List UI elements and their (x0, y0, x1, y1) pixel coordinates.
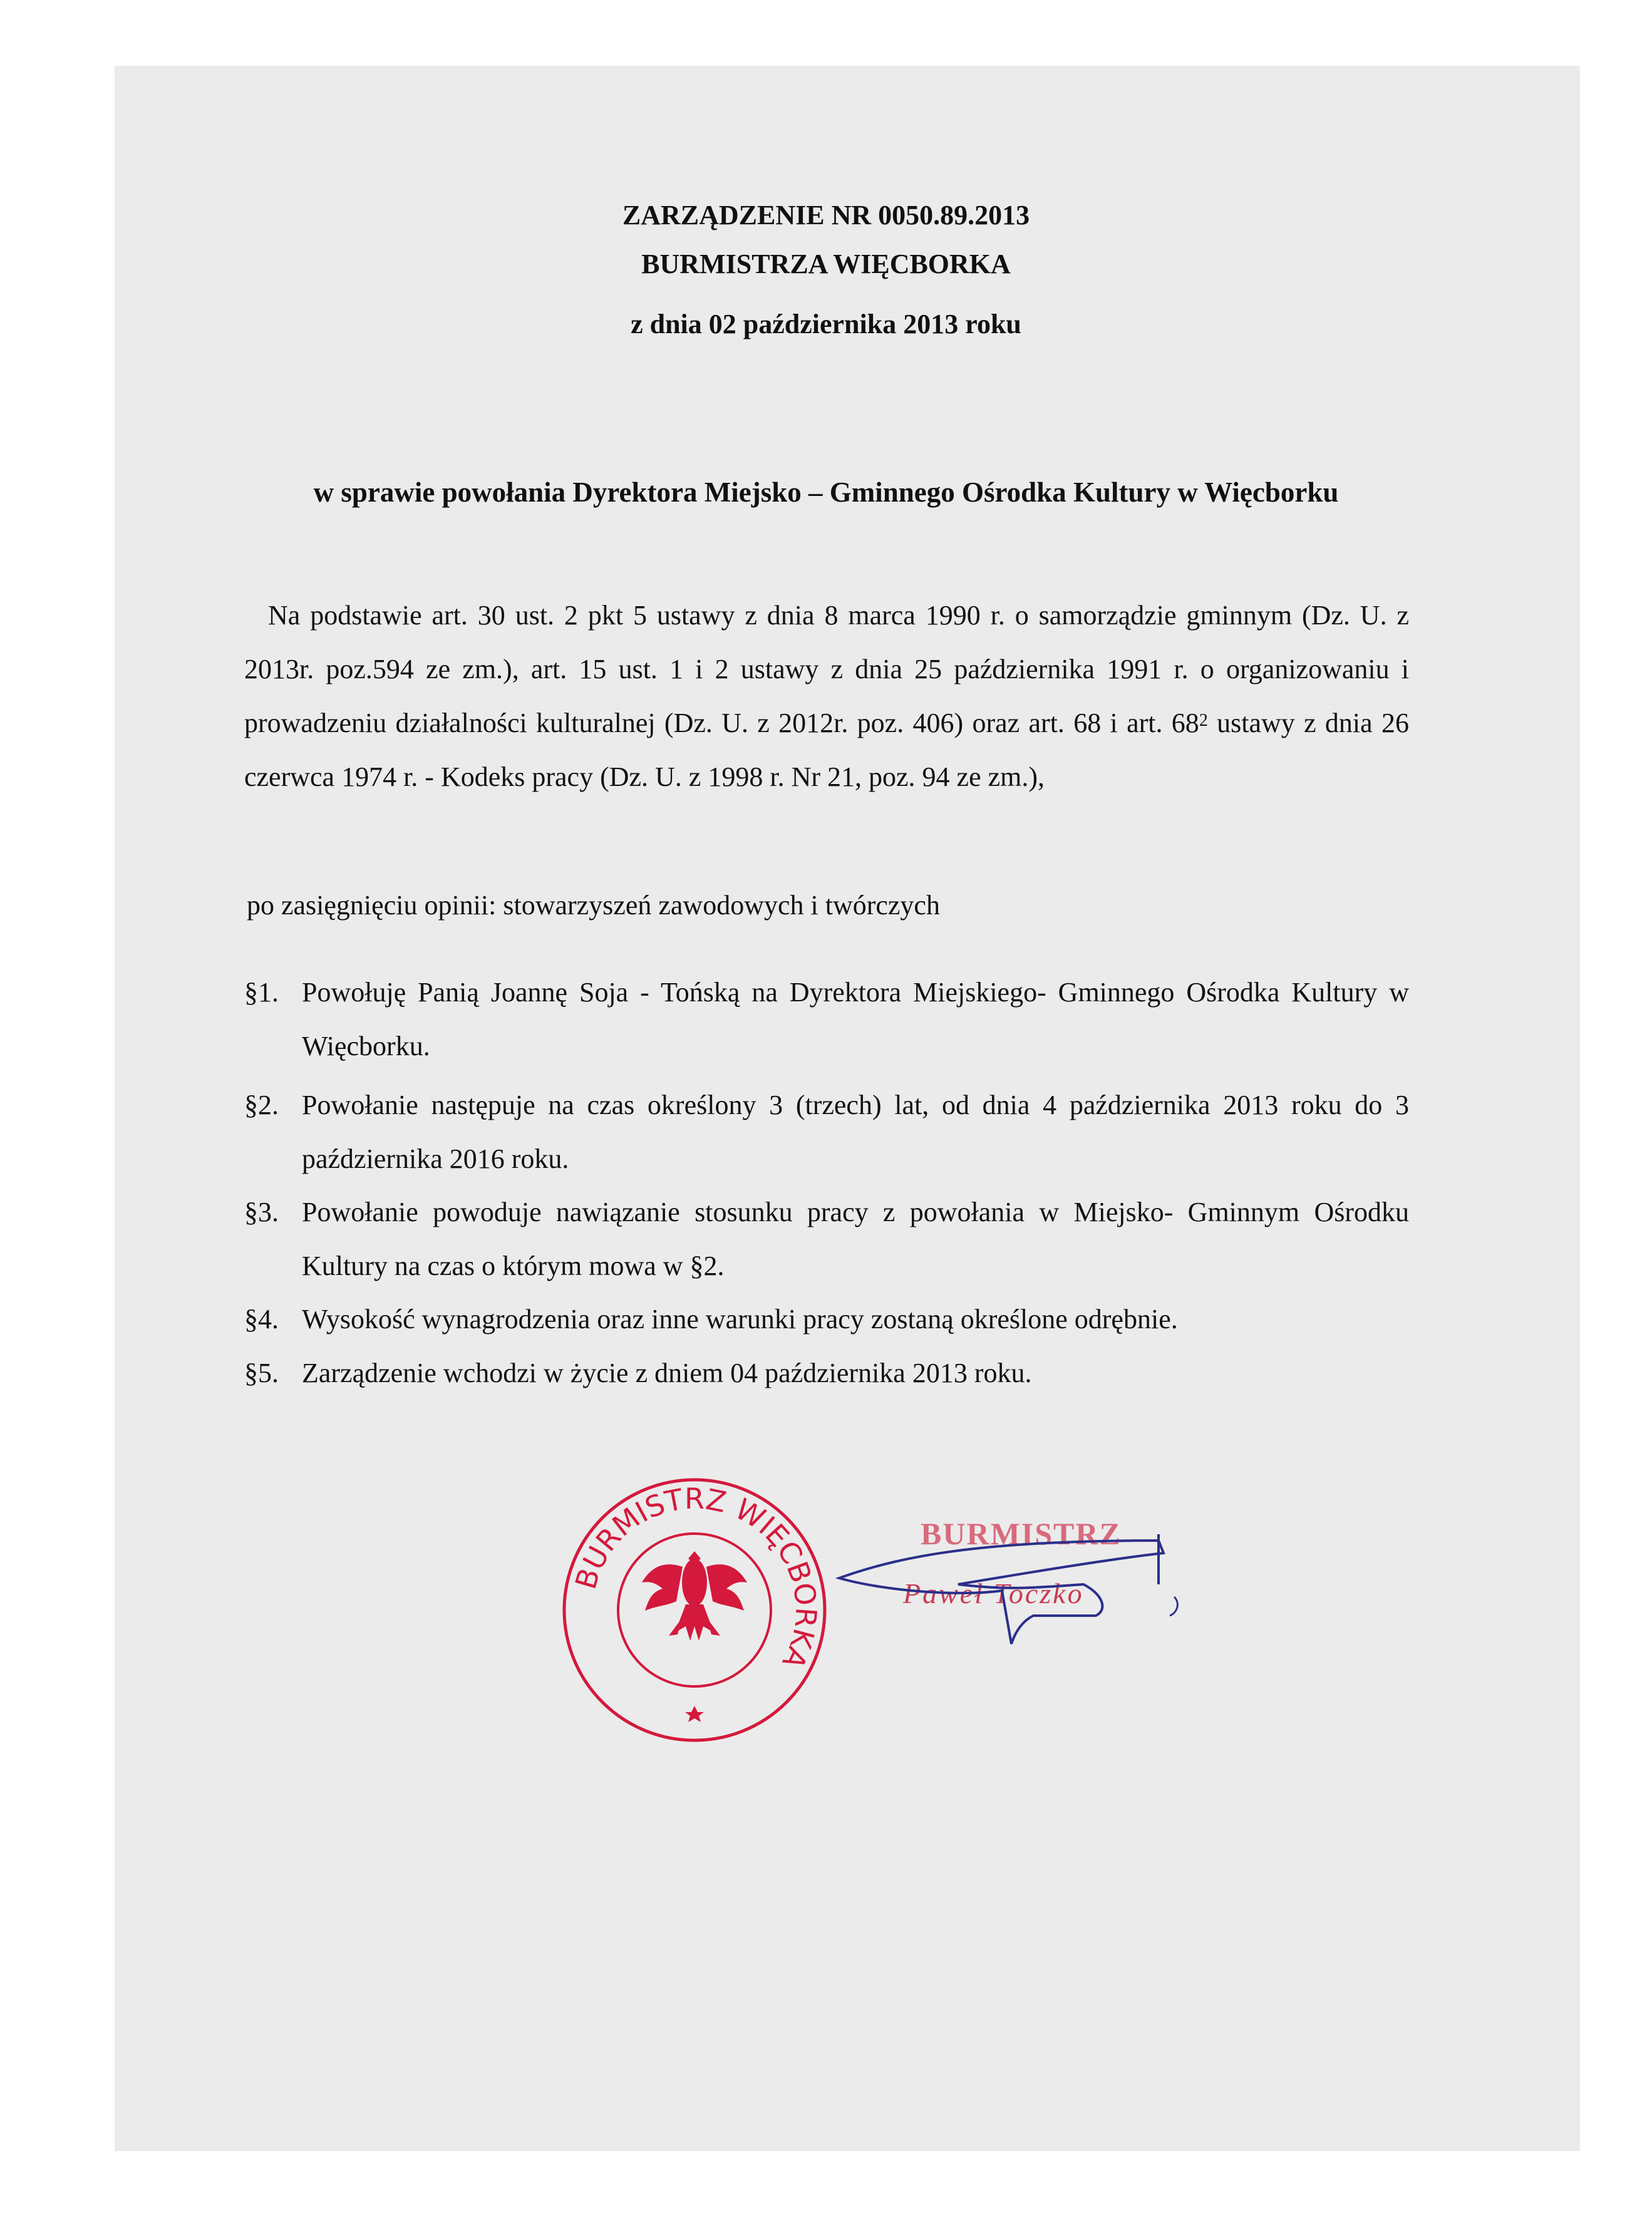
official-seal (557, 1473, 832, 1747)
section-text: Wysokość wynagrodzenia oraz inne warunki pracy zostaną określone odrębnie. (302, 1304, 1178, 1334)
section-2 (244, 1078, 1409, 1186)
section-text: Powołuję Panią Joannę Soja - Tońską na Dyrektora Miejskiego- Gminnego Ośrodka Kultury w Więcborku. (302, 977, 1409, 1061)
section-3 (244, 1185, 1409, 1293)
section-number: §2. (244, 1090, 279, 1120)
document-title: ZARZĄDZENIE NR 0050.89.2013 (622, 200, 1030, 230)
section-text: Powołanie następuje na czas określony 3 (trzech) lat, od dnia 4 października 2013 roku do 3 października 2016 roku. (302, 1090, 1409, 1174)
handwritten-signature (833, 1515, 1184, 1653)
section-4 (244, 1293, 1409, 1346)
signature-name-stamp: Paweł Toczko (903, 1577, 1084, 1609)
section-number: §3. (244, 1197, 279, 1227)
opinion-line: po zasięgnięciu opinii: stowarzyszeń zawodowych i twórczych (247, 890, 940, 921)
legal-basis-superscript: 2 (1199, 711, 1208, 730)
section-number: §4. (244, 1304, 279, 1334)
eagle-emblem-icon (642, 1551, 747, 1722)
section-text: Powołanie powoduje nawiązanie stosunku pracy z powołania w Miejsko- Gminnym Ośrodku Kultury na czas o którym mowa w §2. (302, 1197, 1409, 1281)
section-number: §1. (244, 977, 279, 1008)
section-5 (244, 1346, 1409, 1400)
signature-block (833, 1515, 1184, 1653)
signature-title-stamp: BURMISTRZ (921, 1516, 1122, 1551)
section-number: §5. (244, 1358, 279, 1388)
legal-basis-text-2: ustawy z dnia 26 czerwca 1974 r. - Kodeks pracy (Dz. U. z 1998 r. Nr 21, poz. 94 ze zm.), (244, 708, 1410, 792)
document-issuer: BURMISTRZA WIĘCBORKA (641, 249, 1011, 279)
legal-basis-text-1: Na podstawie art. 30 ust. 2 pkt 5 ustawy z dnia 8 marca 1990 r. o samorządzie gminnym (Dz. U. z 2013r. poz.594 ze zm.), art. 15 ust. 1 i 2 ustawy z dnia 25 października 1991 r. o organizowaniu i prowadzeniu działalności kulturalnej (Dz. U. z 2012r. poz. 406) oraz art. 68 i art. 68 (244, 600, 1409, 738)
document-subject: w sprawie powołania Dyrektora Miejsko – Gminnego Ośrodka Kultury w Więcborku (313, 477, 1339, 508)
seal-text: BURMISTRZ WIĘCBORKA (568, 1481, 823, 1675)
section-text: Zarządzenie wchodzi w życie z dniem 04 października 2013 roku. (302, 1358, 1032, 1388)
document-date: z dnia 02 października 2013 roku (631, 309, 1021, 339)
section-1 (244, 966, 1409, 1073)
legal-basis-paragraph (244, 589, 1409, 804)
